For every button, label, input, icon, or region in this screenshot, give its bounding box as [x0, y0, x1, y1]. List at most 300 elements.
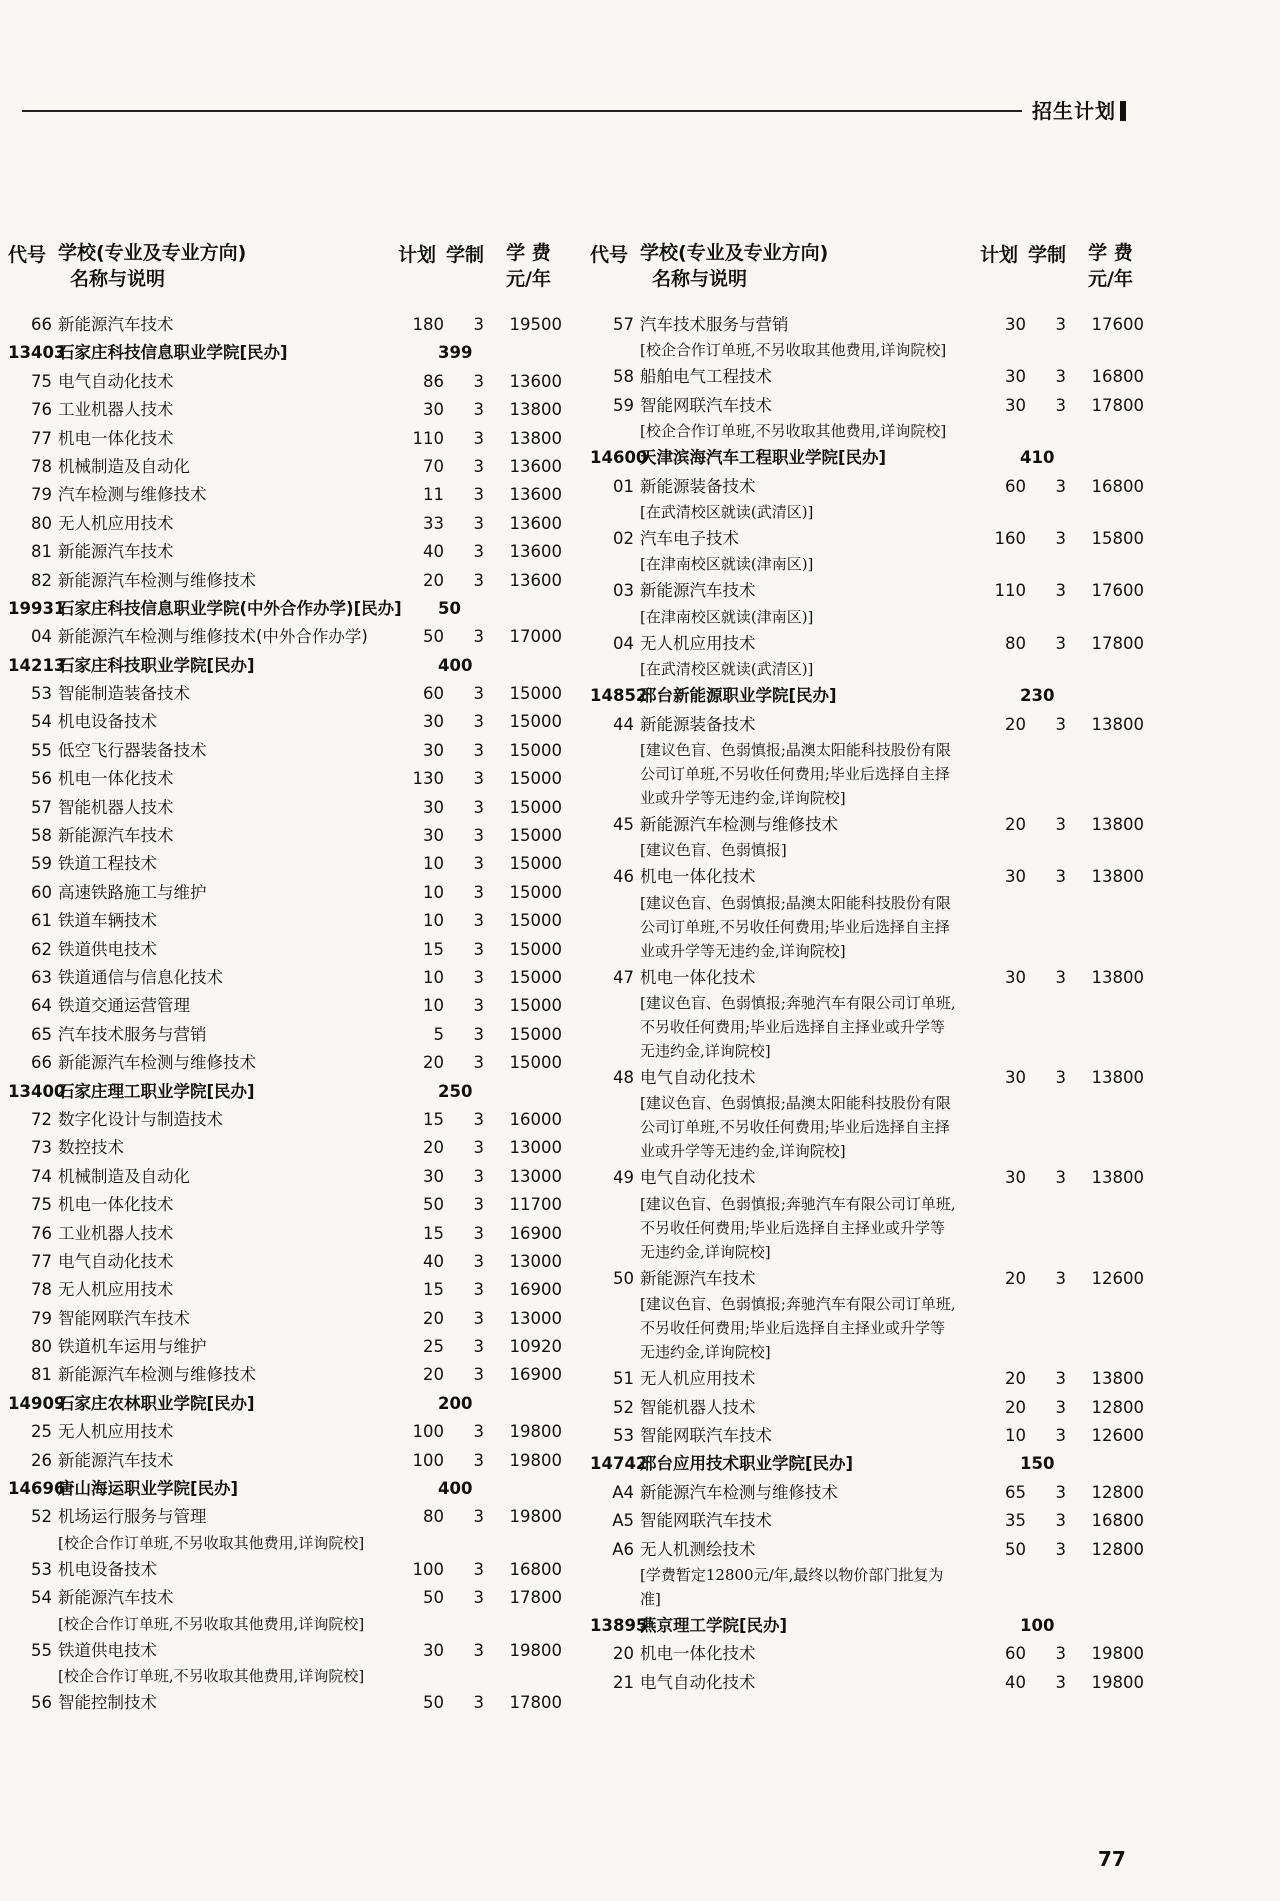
- major-code: 76: [31, 400, 52, 420]
- major-len: 3: [473, 627, 484, 647]
- major-len: 3: [1055, 1068, 1066, 1088]
- major-fee: 15000: [509, 684, 562, 704]
- major-code: 60: [31, 882, 52, 902]
- major-plan: 50: [423, 1195, 444, 1215]
- major-row: [590, 366, 1150, 394]
- major-name: 无人机应用技术: [640, 633, 756, 653]
- major-fee: 12800: [1091, 1397, 1144, 1417]
- major-name: 新能源汽车技术: [58, 826, 174, 846]
- major-code: 21: [613, 1672, 634, 1692]
- major-plan: 30: [1005, 1068, 1026, 1088]
- major-fee: 13000: [509, 1138, 562, 1158]
- left-rows: [8, 314, 568, 1720]
- major-fee: 13800: [1091, 967, 1144, 987]
- major-code: 79: [31, 1308, 52, 1328]
- major-note: [建议色盲、色弱慎报;奔驰汽车有限公司订单班,不另收任何费用;毕业后选择自主择业或升学等无违约金,详询院校]: [640, 1295, 956, 1362]
- major-note: [建议色盲、色弱慎报;晶澳太阳能科技股份有限公司订单班,不另收任何费用;毕业后选择自主择业或升学等无违约金,详询院校]: [640, 893, 951, 960]
- header-plan: 计划: [980, 244, 1019, 266]
- header-code: 代号: [8, 244, 47, 266]
- major-plan: 10: [423, 854, 444, 874]
- major-plan: 110: [412, 428, 444, 448]
- major-plan: 60: [1005, 476, 1026, 496]
- major-code: 46: [613, 867, 634, 887]
- major-plan: 100: [412, 1559, 444, 1579]
- major-len: 3: [1055, 1672, 1066, 1692]
- major-row: [8, 1506, 568, 1534]
- major-len: 3: [1055, 1369, 1066, 1389]
- major-len: 3: [473, 769, 484, 789]
- header-fee: [506, 240, 551, 292]
- major-row: [8, 1166, 568, 1194]
- major-name: 新能源汽车检测与维修技术: [58, 1053, 256, 1073]
- major-row: [8, 910, 568, 938]
- major-len: 3: [473, 967, 484, 987]
- school-name: 石家庄科技职业学院[民办]: [58, 655, 255, 675]
- major-note: [学费暂定12800元/年,最终以物价部门批复为准]: [640, 1565, 944, 1608]
- major-plan: 30: [1005, 967, 1026, 987]
- major-code: 47: [613, 967, 634, 987]
- major-code: 52: [613, 1397, 634, 1417]
- major-fee: 17000: [509, 627, 562, 647]
- major-name: 铁道工程技术: [58, 854, 157, 874]
- header-fee-line2: 元/年: [1088, 268, 1133, 290]
- major-code: 56: [31, 769, 52, 789]
- major-plan: 80: [1005, 633, 1026, 653]
- major-fee: 17800: [1091, 395, 1144, 415]
- major-row: [8, 1364, 568, 1392]
- school-code: 14213: [8, 655, 66, 675]
- major-len: 3: [473, 1251, 484, 1271]
- major-name: 智能制造装备技术: [58, 684, 190, 704]
- major-fee: 13800: [1091, 1168, 1144, 1188]
- school-row: [8, 1478, 568, 1506]
- major-code: 80: [31, 1337, 52, 1357]
- major-fee: 16900: [509, 1365, 562, 1385]
- major-row: [8, 882, 568, 910]
- major-plan: 30: [1005, 395, 1026, 415]
- major-len: 3: [473, 315, 484, 334]
- major-plan: 180: [412, 315, 444, 334]
- major-name: 新能源汽车技术: [58, 1588, 174, 1608]
- major-code: 61: [31, 911, 52, 931]
- major-row: [590, 1643, 1150, 1671]
- major-code: 25: [31, 1422, 52, 1442]
- major-code: A4: [612, 1482, 634, 1502]
- major-plan: 15: [423, 939, 444, 959]
- major-row: [590, 967, 1150, 995]
- major-len: 3: [1055, 967, 1066, 987]
- major-plan: 10: [423, 882, 444, 902]
- table-header-left: [8, 232, 568, 314]
- major-len: 3: [1055, 1539, 1066, 1559]
- major-fee: 19800: [509, 1640, 562, 1660]
- school-name: 石家庄理工职业学院[民办]: [58, 1081, 255, 1101]
- major-name: 工业机器人技术: [58, 400, 174, 420]
- major-plan: 100: [412, 1422, 444, 1442]
- major-len: 3: [473, 1195, 484, 1215]
- major-name: 机电设备技术: [58, 1559, 157, 1579]
- major-len: 3: [1055, 1168, 1066, 1188]
- major-plan: 20: [1005, 1369, 1026, 1389]
- school-row: [8, 655, 568, 683]
- major-row: [8, 371, 568, 399]
- major-code: 73: [31, 1138, 52, 1158]
- major-len: 3: [473, 1337, 484, 1357]
- major-code: 66: [31, 1053, 52, 1073]
- header-fee-line1: 学 费: [506, 242, 551, 264]
- major-plan: 60: [1005, 1644, 1026, 1664]
- major-len: 3: [1055, 633, 1066, 653]
- major-row: [8, 1336, 568, 1364]
- major-len: 3: [473, 797, 484, 817]
- major-code: 55: [31, 1640, 52, 1660]
- major-name: 电气自动化技术: [640, 1672, 756, 1692]
- school-code: 14696: [8, 1479, 66, 1499]
- major-row: [590, 1268, 1150, 1296]
- major-code: 58: [31, 826, 52, 846]
- major-code: 81: [31, 542, 52, 562]
- major-fee: 17600: [1091, 315, 1144, 334]
- major-row: [8, 740, 568, 768]
- major-len: 3: [473, 428, 484, 448]
- major-plan: 30: [1005, 867, 1026, 887]
- major-row: [590, 1167, 1150, 1195]
- major-fee: 13800: [1091, 714, 1144, 734]
- school-row: [8, 342, 568, 370]
- major-len: 3: [473, 826, 484, 846]
- major-name: 机电一体化技术: [640, 1644, 756, 1664]
- major-name: 新能源汽车技术: [640, 581, 756, 601]
- major-fee: 15000: [509, 854, 562, 874]
- major-name: 机电一体化技术: [640, 967, 756, 987]
- header-name-line2: 名称与说明: [70, 268, 166, 290]
- major-row: [590, 1067, 1150, 1095]
- major-plan: 50: [1005, 1539, 1026, 1559]
- major-len: 3: [473, 1588, 484, 1608]
- major-row: [8, 1450, 568, 1478]
- major-len: 3: [473, 1024, 484, 1044]
- school-plan: 230: [1020, 686, 1055, 706]
- major-plan: 30: [423, 400, 444, 420]
- major-code: 01: [613, 476, 634, 496]
- major-note: [校企合作订单班,不另收取其他费用,详询院校]: [58, 1614, 365, 1633]
- major-code: 55: [31, 740, 52, 760]
- school-code: 14600: [590, 448, 648, 468]
- major-len: 3: [473, 400, 484, 420]
- major-note: [校企合作订单班,不另收取其他费用,详询院校]: [640, 422, 947, 441]
- major-code: 53: [31, 684, 52, 704]
- school-plan: 250: [438, 1081, 473, 1101]
- header-name: [640, 240, 828, 292]
- major-len: 3: [473, 570, 484, 590]
- major-fee: 13600: [509, 485, 562, 505]
- major-plan: 30: [423, 1640, 444, 1660]
- major-len: 3: [473, 911, 484, 931]
- major-plan: 10: [423, 967, 444, 987]
- major-name: 数控技术: [58, 1138, 124, 1158]
- major-code: 75: [31, 371, 52, 391]
- school-row: [8, 1081, 568, 1109]
- major-len: 3: [473, 1559, 484, 1579]
- major-code: 58: [613, 367, 634, 387]
- major-name: 工业机器人技术: [58, 1223, 174, 1243]
- major-code: 04: [31, 627, 52, 647]
- major-row: [590, 1368, 1150, 1396]
- major-row: [8, 711, 568, 739]
- major-name: 汽车电子技术: [640, 528, 739, 548]
- school-name: 燕京理工学院[民办]: [640, 1615, 788, 1635]
- major-code: 56: [31, 1692, 52, 1712]
- school-plan: 200: [438, 1393, 473, 1413]
- major-name: 数字化设计与制造技术: [58, 1109, 223, 1129]
- major-plan: 80: [423, 1507, 444, 1527]
- major-row: [8, 1559, 568, 1587]
- major-code: 80: [31, 513, 52, 533]
- major-len: 3: [473, 854, 484, 874]
- major-code: 59: [31, 854, 52, 874]
- major-len: 3: [1055, 1268, 1066, 1288]
- major-len: 3: [473, 513, 484, 533]
- major-row: [590, 714, 1150, 742]
- major-name: 机电一体化技术: [640, 867, 756, 887]
- major-name: 低空飞行器装备技术: [58, 740, 207, 760]
- major-fee: 15000: [509, 882, 562, 902]
- major-plan: 40: [423, 1251, 444, 1271]
- major-code: 77: [31, 428, 52, 448]
- major-code: 57: [31, 797, 52, 817]
- major-note: [建议色盲、色弱慎报]: [640, 841, 787, 860]
- major-name: 新能源汽车检测与维修技术: [58, 1365, 256, 1385]
- major-plan: 30: [423, 797, 444, 817]
- major-len: 3: [473, 456, 484, 476]
- major-plan: 50: [423, 1692, 444, 1712]
- major-name: 汽车技术服务与营销: [58, 1024, 207, 1044]
- major-fee: 15000: [509, 740, 562, 760]
- major-name: 智能网联汽车技术: [640, 1511, 772, 1531]
- major-name: 新能源汽车技术: [640, 1268, 756, 1288]
- major-plan: 20: [423, 1308, 444, 1328]
- major-len: 3: [473, 1450, 484, 1470]
- major-fee: 17800: [509, 1588, 562, 1608]
- major-fee: 13800: [1091, 814, 1144, 834]
- major-row: [590, 395, 1150, 423]
- school-row: [590, 1615, 1150, 1643]
- major-name: 无人机应用技术: [640, 1369, 756, 1389]
- major-name: 铁道机车运用与维护: [58, 1337, 207, 1357]
- major-fee: 12600: [1091, 1426, 1144, 1446]
- major-name: 智能网联汽车技术: [58, 1308, 190, 1328]
- major-plan: 30: [423, 826, 444, 846]
- major-plan: 65: [1005, 1482, 1026, 1502]
- major-code: 03: [613, 581, 634, 601]
- major-len: 3: [1055, 528, 1066, 548]
- major-plan: 25: [423, 1337, 444, 1357]
- major-plan: 70: [423, 456, 444, 476]
- major-plan: 15: [423, 1109, 444, 1129]
- school-row: [590, 1453, 1150, 1481]
- major-fee: 15800: [1091, 528, 1144, 548]
- major-name: 新能源汽车技术: [58, 542, 174, 562]
- major-fee: 17600: [1091, 581, 1144, 601]
- major-note: [建议色盲、色弱慎报;奔驰汽车有限公司订单班,不另收任何费用;毕业后选择自主择业或升学等无违约金,详询院校]: [640, 1194, 956, 1261]
- major-note: [校企合作订单班,不另收取其他费用,详询院校]: [58, 1666, 365, 1685]
- major-len: 3: [473, 371, 484, 391]
- major-fee: 16000: [509, 1109, 562, 1129]
- major-code: 44: [613, 714, 634, 734]
- section-title: 招生计划: [1032, 95, 1126, 124]
- major-plan: 50: [423, 1588, 444, 1608]
- major-len: 3: [473, 1223, 484, 1243]
- major-code: 64: [31, 996, 52, 1016]
- major-row: [590, 1425, 1150, 1453]
- major-plan: 10: [423, 996, 444, 1016]
- major-note: [在津南校区就读(津南区)]: [640, 555, 814, 574]
- major-plan: 20: [423, 1365, 444, 1385]
- school-plan: 100: [1020, 1615, 1055, 1635]
- major-plan: 20: [423, 1138, 444, 1158]
- major-row: [590, 1539, 1150, 1567]
- header-name-line1: 学校(专业及专业方向): [640, 242, 829, 264]
- major-row: [8, 484, 568, 512]
- school-code: 14909: [8, 1393, 66, 1413]
- major-name: 新能源汽车检测与维修技术(中外合作办学): [58, 627, 368, 647]
- major-code: 26: [31, 1450, 52, 1470]
- major-name: 机电一体化技术: [58, 428, 174, 448]
- major-code: 59: [613, 395, 634, 415]
- major-len: 3: [1055, 1511, 1066, 1531]
- major-fee: 19800: [509, 1422, 562, 1442]
- major-row: [8, 967, 568, 995]
- school-plan: 410: [1020, 448, 1055, 468]
- major-plan: 20: [1005, 714, 1026, 734]
- header-length: 学制: [446, 244, 485, 266]
- major-row: [8, 428, 568, 456]
- school-plan: 150: [1020, 1454, 1055, 1474]
- major-fee: 17800: [509, 1692, 562, 1712]
- major-fee: 13000: [509, 1308, 562, 1328]
- header-plan: 计划: [398, 244, 437, 266]
- major-row: [8, 1308, 568, 1336]
- major-note: [建议色盲、色弱慎报;晶澳太阳能科技股份有限公司订单班,不另收任何费用;毕业后选择自主择业或升学等无违约金,详询院校]: [640, 1094, 951, 1161]
- major-row: [590, 314, 1150, 342]
- major-name: 船舶电气工程技术: [640, 367, 772, 387]
- major-row: [8, 1692, 568, 1720]
- major-fee: 15000: [509, 911, 562, 931]
- major-fee: 13600: [509, 513, 562, 533]
- major-code: 63: [31, 967, 52, 987]
- major-code: 79: [31, 485, 52, 505]
- major-name: 机电设备技术: [58, 712, 157, 732]
- major-code: 52: [31, 1507, 52, 1527]
- school-row: [590, 447, 1150, 475]
- major-code: 72: [31, 1109, 52, 1129]
- major-plan: 20: [1005, 1268, 1026, 1288]
- major-plan: 30: [1005, 1168, 1026, 1188]
- major-fee: 12800: [1091, 1482, 1144, 1502]
- school-code: 19931: [8, 598, 66, 618]
- major-code: 50: [613, 1268, 634, 1288]
- major-code: 02: [613, 528, 634, 548]
- major-code: 57: [613, 315, 634, 334]
- major-plan: 20: [423, 570, 444, 590]
- header-fee: [1088, 240, 1133, 292]
- major-code: 62: [31, 939, 52, 959]
- major-plan: 5: [433, 1024, 444, 1044]
- major-len: 3: [1055, 581, 1066, 601]
- major-fee: 15000: [509, 1024, 562, 1044]
- major-name: 智能网联汽车技术: [640, 395, 772, 415]
- school-code: 13403: [8, 343, 66, 363]
- major-row: [8, 995, 568, 1023]
- major-name: 新能源汽车检测与维修技术: [640, 1482, 838, 1502]
- major-name: 汽车检测与维修技术: [58, 485, 207, 505]
- major-row: [8, 1109, 568, 1137]
- major-fee: 15000: [509, 1053, 562, 1073]
- major-name: 无人机测绘技术: [640, 1539, 756, 1559]
- school-plan: 400: [438, 1479, 473, 1499]
- major-fee: 11700: [509, 1195, 562, 1215]
- school-name: 唐山海运职业学院[民办]: [58, 1479, 239, 1499]
- major-name: 铁道通信与信息化技术: [58, 967, 223, 987]
- major-name: 机电一体化技术: [58, 769, 174, 789]
- major-fee: 13600: [509, 371, 562, 391]
- major-len: 3: [473, 1138, 484, 1158]
- major-row: [8, 570, 568, 598]
- major-row: [8, 626, 568, 654]
- major-plan: 35: [1005, 1511, 1026, 1531]
- major-len: 3: [1055, 476, 1066, 496]
- major-fee: 12800: [1091, 1539, 1144, 1559]
- header-name-line2: 名称与说明: [652, 268, 748, 290]
- major-code: 49: [613, 1168, 634, 1188]
- major-name: 智能网联汽车技术: [640, 1426, 772, 1446]
- major-name: 电气自动化技术: [640, 1168, 756, 1188]
- school-plan: 50: [438, 598, 461, 618]
- major-note: [校企合作订单班,不另收取其他费用,详询院校]: [58, 1533, 365, 1552]
- major-name: 机场运行服务与管理: [58, 1507, 207, 1527]
- major-fee: 16800: [509, 1559, 562, 1579]
- major-len: 3: [473, 684, 484, 704]
- major-fee: 13800: [509, 400, 562, 420]
- school-plan: 400: [438, 655, 473, 675]
- major-note: [在武清校区就读(武清区)]: [640, 502, 814, 521]
- school-name: 石家庄农林职业学院[民办]: [58, 1393, 255, 1413]
- school-code: 13895: [590, 1615, 648, 1635]
- major-fee: 16900: [509, 1223, 562, 1243]
- table-header-right: [590, 232, 1150, 314]
- major-len: 3: [473, 1422, 484, 1442]
- header-rule: [22, 110, 1022, 112]
- major-len: 3: [473, 882, 484, 902]
- major-row: [590, 1672, 1150, 1700]
- major-name: 新能源装备技术: [640, 714, 756, 734]
- major-code: 81: [31, 1365, 52, 1385]
- major-len: 3: [473, 1280, 484, 1300]
- major-code: 82: [31, 570, 52, 590]
- major-plan: 15: [423, 1280, 444, 1300]
- major-row: [8, 853, 568, 881]
- major-fee: 13600: [509, 456, 562, 476]
- major-fee: 13600: [509, 570, 562, 590]
- major-name: 电气自动化技术: [58, 1251, 174, 1271]
- major-fee: 16800: [1091, 1511, 1144, 1531]
- major-row: [8, 541, 568, 569]
- header-length: 学制: [1028, 244, 1067, 266]
- major-name: 新能源汽车检测与维修技术: [58, 570, 256, 590]
- major-fee: 13800: [1091, 1068, 1144, 1088]
- major-row: [590, 866, 1150, 894]
- major-fee: 13800: [1091, 867, 1144, 887]
